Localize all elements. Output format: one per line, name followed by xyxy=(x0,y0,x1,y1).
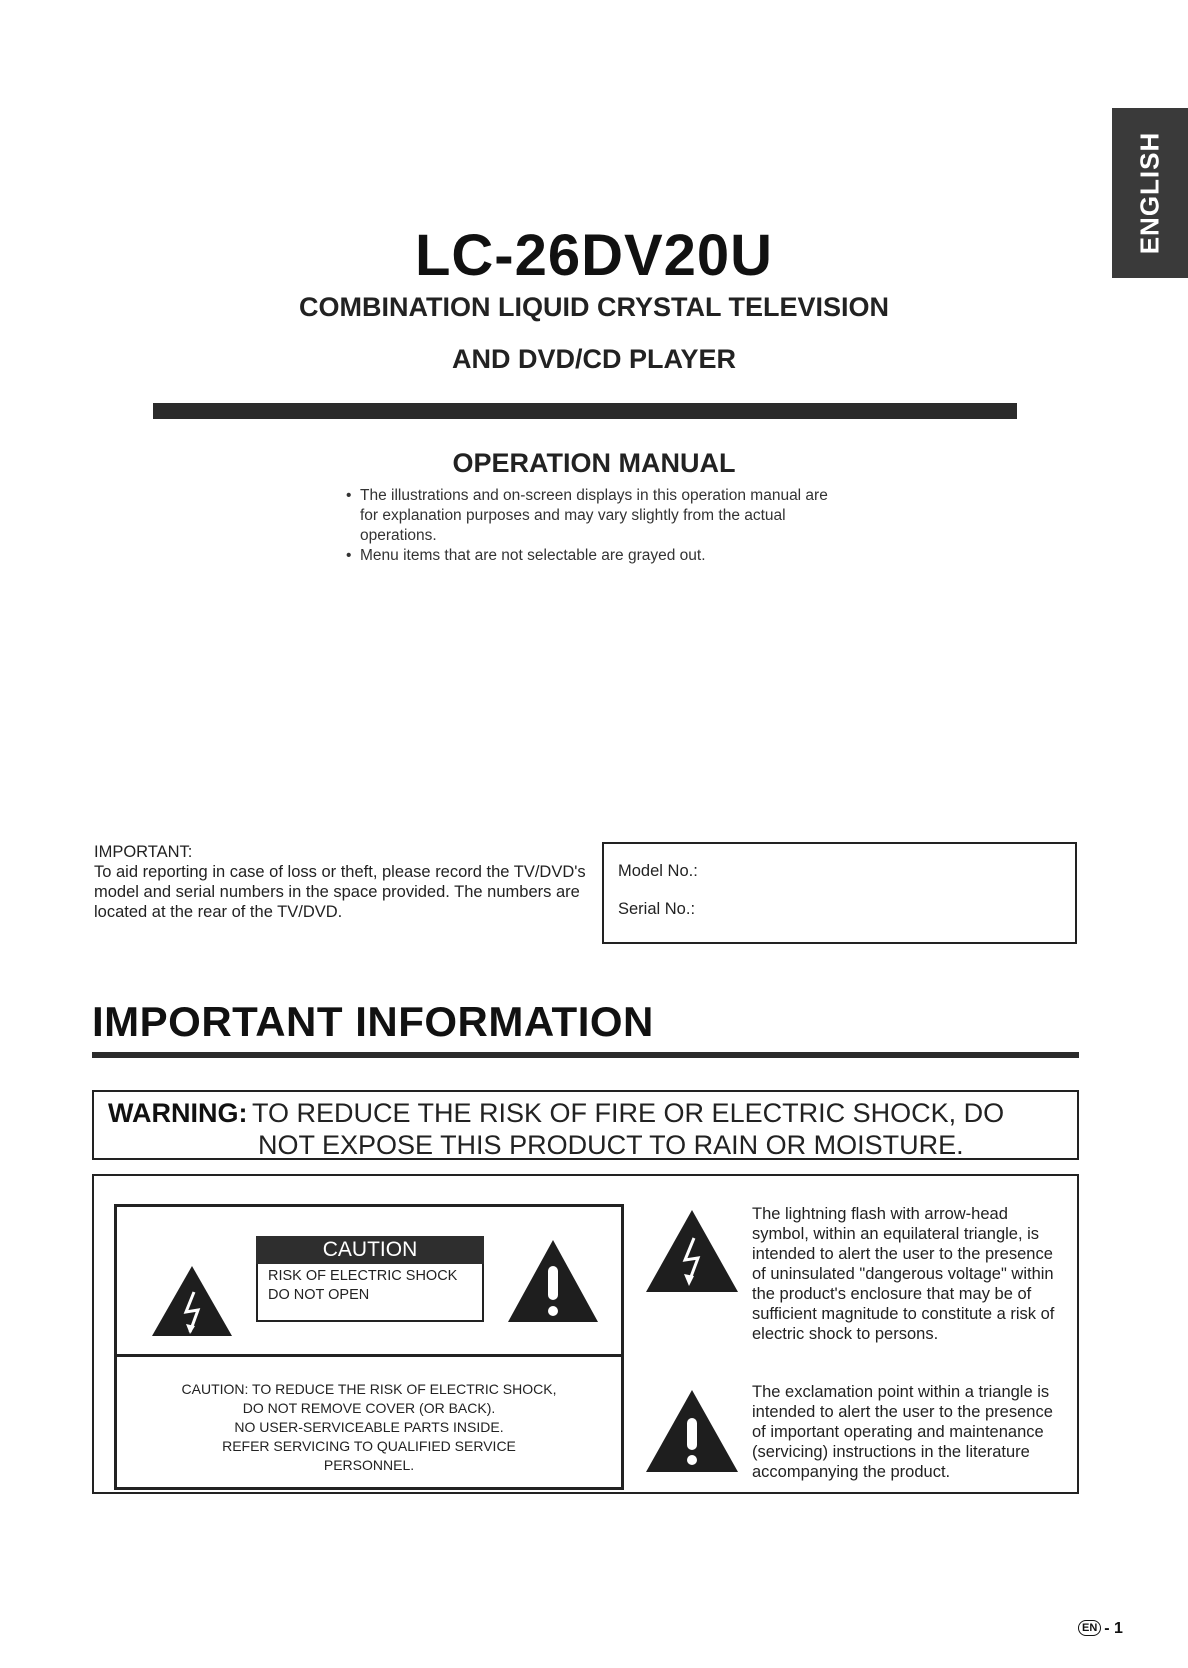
language-tab-label: ENGLISH xyxy=(1134,131,1165,255)
exclamation-symbol-description: The exclamation point within a triangle is intended to alert the user to the presence of important operating and maintenance (servicing) instructions in the literature accompanying the product. xyxy=(752,1383,1053,1481)
caution-text-line: PERSONNEL. xyxy=(323,1457,415,1473)
record-heading: IMPORTANT: xyxy=(94,843,193,861)
model-number-title: LC-26DV20U xyxy=(414,223,774,288)
cover-notes xyxy=(340,486,830,566)
manual-title: OPERATION MANUAL xyxy=(452,448,736,478)
product-subtitle-line2: AND DVD/CD PLAYER xyxy=(451,344,737,374)
title-divider-bar xyxy=(153,403,1017,419)
caution-label-divider xyxy=(114,1354,624,1357)
language-badge: EN xyxy=(1078,1620,1101,1636)
page-number-text: - 1 xyxy=(1104,1620,1123,1637)
page-number xyxy=(1078,1620,1123,1638)
exclamation-warning-icon xyxy=(506,1238,600,1324)
record-instructions xyxy=(94,842,594,922)
caution-text-line: NO USER-SERVICEABLE PARTS INSIDE. xyxy=(234,1419,504,1435)
heading-divider-bar xyxy=(92,1052,1079,1058)
important-information-heading: IMPORTANT INFORMATION xyxy=(92,998,654,1045)
caution-text-line: REFER SERVICING TO QUALIFIED SERVICE xyxy=(222,1438,516,1454)
product-subtitle-line1: COMBINATION LIQUID CRYSTAL TELEVISION xyxy=(298,292,889,322)
caution-line2: DO NOT OPEN xyxy=(268,1287,370,1303)
caution-line1: RISK OF ELECTRIC SHOCK xyxy=(268,1268,458,1284)
serial-record-box xyxy=(602,842,1077,944)
model-no-label: Model No.: xyxy=(618,862,698,880)
warning-text-line2: NOT EXPOSE THIS PRODUCT TO RAIN OR MOISTURE. xyxy=(258,1130,964,1160)
caution-text xyxy=(116,1380,622,1475)
warning-box xyxy=(92,1090,1079,1160)
record-text: To aid reporting in case of loss or theft, please record the TV/DVD's model and serial numbers in the space provided. The numbers are located at the rear of the TV/DVD. xyxy=(94,863,586,921)
lightning-symbol-description: The lightning flash with arrow-head symbol, within an equilateral triangle, is intended to alert the user to the presence of uninsulated "dangerous voltage" within the product's enclosure that may be of sufficient magnitude to constitute a risk of electric shock to persons. xyxy=(752,1205,1055,1343)
lightning-warning-icon xyxy=(150,1264,234,1338)
caution-text-line: CAUTION: TO REDUCE THE RISK OF ELECTRIC SHOCK, xyxy=(181,1381,557,1397)
exclamation-symbol-icon xyxy=(644,1388,740,1474)
warning-label: WARNING: xyxy=(108,1098,248,1128)
caution-title: CAUTION xyxy=(256,1236,484,1264)
serial-no-label: Serial No.: xyxy=(618,900,696,918)
cover-note: • Menu items that are not selectable are grayed out. xyxy=(340,546,830,566)
warning-text-line1: TO REDUCE THE RISK OF FIRE OR ELECTRIC SHOCK, DO xyxy=(252,1098,1005,1128)
cover-note: • The illustrations and on-screen displays in this operation manual are for explanation purposes and may vary slightly from the actual operations. xyxy=(340,486,830,546)
lightning-symbol-icon xyxy=(644,1208,740,1294)
caution-text-line: DO NOT REMOVE COVER (OR BACK). xyxy=(242,1400,496,1416)
